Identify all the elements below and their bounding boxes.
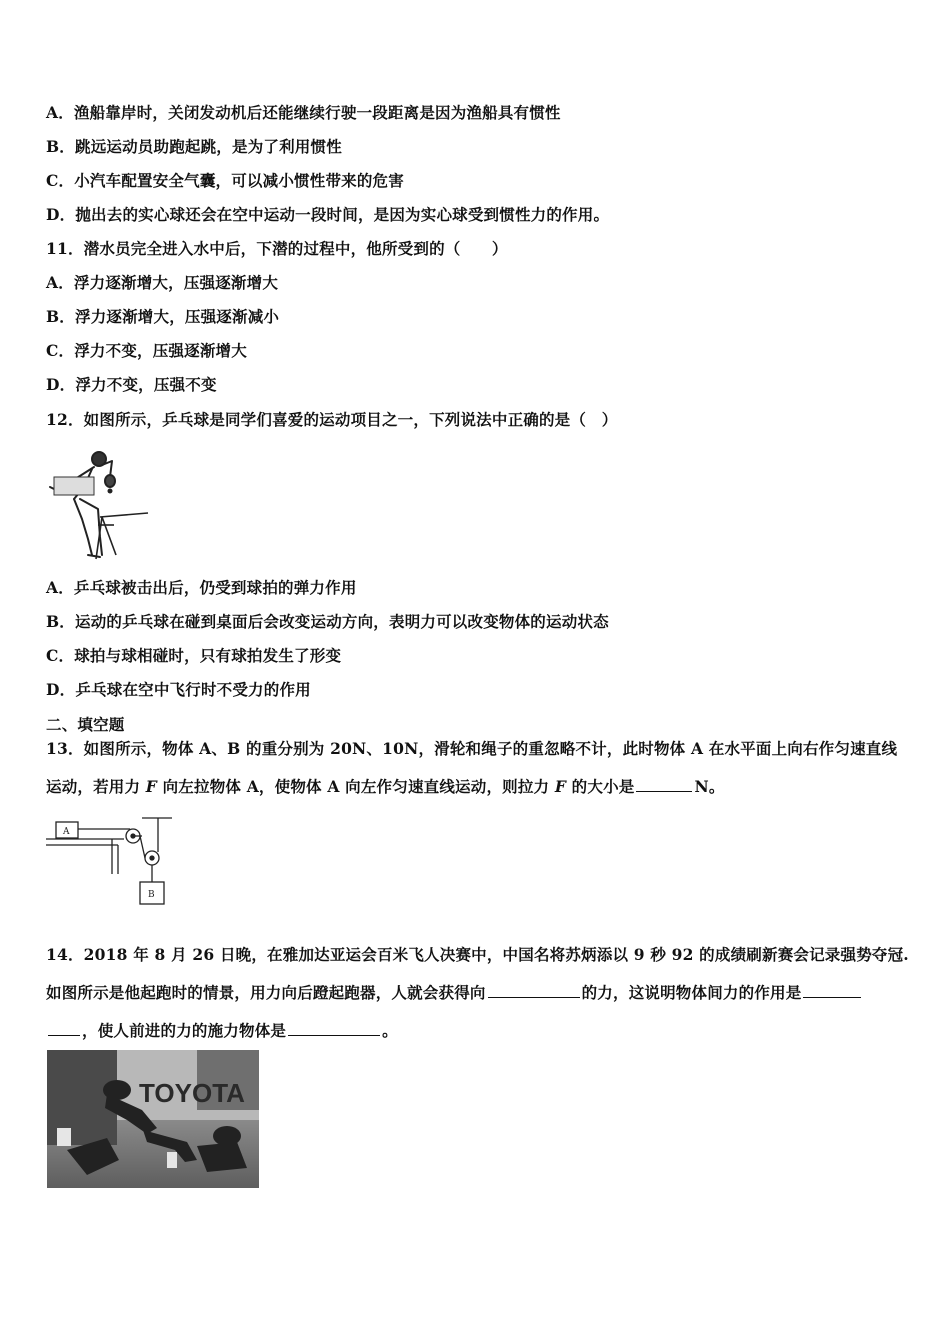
q12-stem: 12．如图所示，乒乓球是同学们喜爱的运动项目之一，下列说法中正确的是（ ） — [46, 410, 618, 429]
answer-blank[interactable] — [636, 776, 692, 792]
q13-text: 运动，若用力 — [46, 777, 146, 796]
q13-line-1: 13．如图所示，物体 A、B 的重分别为 20N、10N，滑轮和绳子的重忽略不计，此时物体 A 在水平面上向右作匀速直线 — [46, 739, 898, 758]
q11-option-c: C．浮力不变，压强逐渐增大 — [46, 341, 247, 360]
q11-option-a: A．浮力逐渐增大，压强逐渐增大 — [46, 273, 279, 292]
q10-option-b: B．跳远运动员助跑起跳，是为了利用惯性 — [46, 137, 342, 156]
q14-line-3 — [46, 1019, 398, 1041]
answer-blank[interactable] — [803, 982, 861, 998]
q10-option-d: D．抛出去的实心球还会在空中运动一段时间，是因为实心球受到惯性力的作用。 — [46, 205, 610, 224]
block-a-label: A — [63, 827, 70, 837]
block-b-label: B — [148, 890, 155, 900]
q12-option-c: C．球拍与球相碰时，只有球拍发生了形变 — [46, 646, 342, 665]
q11-stem: 11．潜水员完全进入水中后，下潜的过程中，他所受到的（ ） — [46, 239, 508, 258]
q11-option-b: B．浮力逐渐增大，压强逐渐减小 — [46, 307, 280, 326]
answer-blank[interactable] — [48, 1020, 80, 1036]
q12-option-d: D．乒乓球在空中飞行时不受力的作用 — [46, 680, 311, 699]
q12-option-a: A．乒乓球被击出后，仍受到球拍的弹力作用 — [46, 578, 357, 597]
answer-blank[interactable] — [288, 1020, 380, 1036]
q14-line-1: 14．2018 年 8 月 26 日晚，在雅加达亚运会百米飞人决赛中，中国名将苏炳添以 9 秒 92 的成绩刷新赛会记录强势夺冠. — [46, 945, 909, 964]
q13-unit: N。 — [694, 777, 725, 796]
force-symbol: F — [145, 777, 158, 796]
q14-text: ，使人前进的力的施力物体是 — [82, 1021, 287, 1040]
q14-text: 。 — [382, 1021, 398, 1040]
photo-banner-text: TOYOTA — [139, 1078, 245, 1108]
force-symbol: F — [554, 777, 567, 796]
q14-line-2 — [46, 981, 863, 1003]
answer-blank[interactable] — [488, 982, 580, 998]
q10-option-a: A．渔船靠岸时，关闭发动机后还能继续行驶一段距离是因为渔船具有惯性 — [46, 103, 561, 122]
pulley-diagram — [44, 812, 174, 908]
q14-text: 的力，这说明物体间力的作用是 — [581, 983, 802, 1002]
q14-text: 如图所示是他起跑时的情景，用力向后蹬起跑器，人就会获得向 — [46, 983, 486, 1002]
q10-option-c: C．小汽车配置安全气囊，可以减小惯性带来的危害 — [46, 171, 404, 190]
q13-text: 的大小是 — [566, 777, 635, 796]
q11-option-d: D．浮力不变，压强不变 — [46, 375, 217, 394]
q13-text: 向左拉物体 A，使物体 A 向左作匀速直线运动，则拉力 — [157, 777, 555, 796]
q13-line-2 — [46, 775, 725, 797]
q12-option-b: B．运动的乒乓球在碰到桌面后会改变运动方向，表明力可以改变物体的运动状态 — [46, 612, 609, 631]
ping-pong-player-figure — [44, 447, 154, 565]
section-title: 二、填空题 — [46, 715, 125, 734]
sprint-start-photo — [47, 1050, 259, 1188]
